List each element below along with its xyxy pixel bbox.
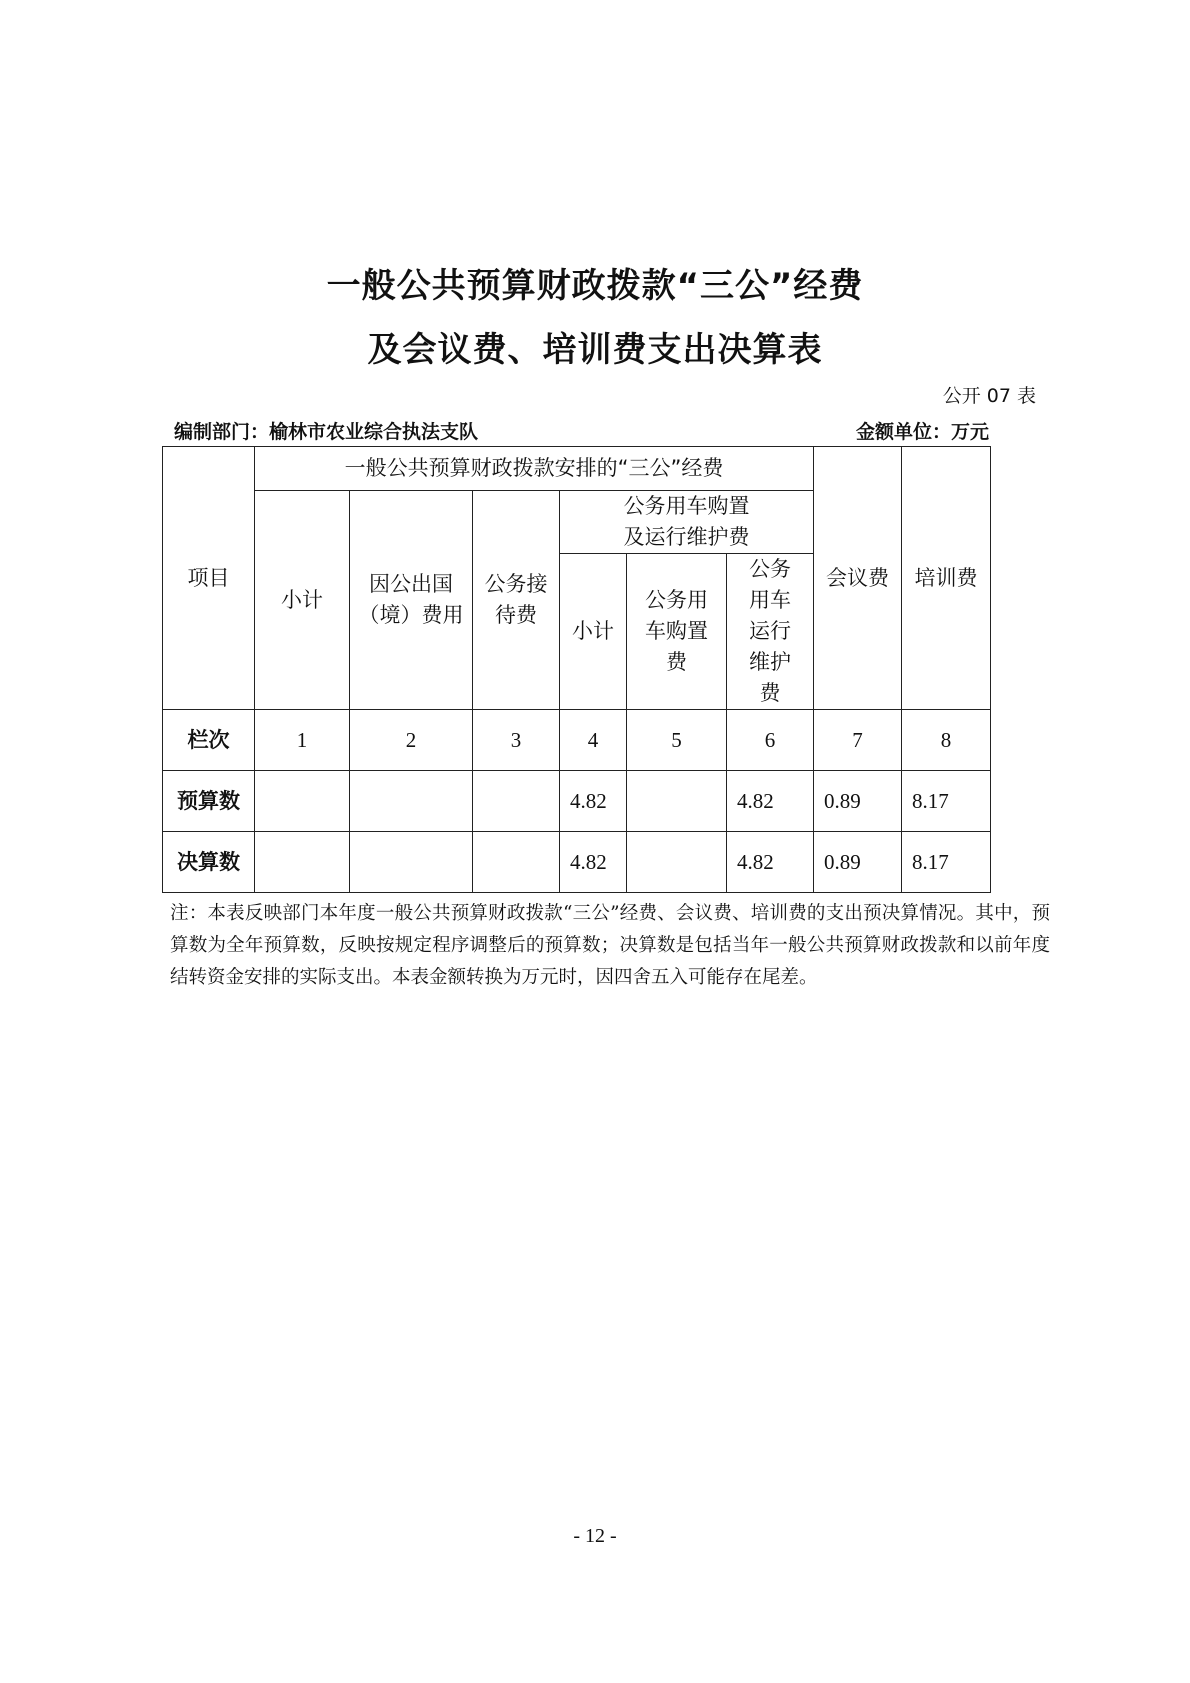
column-number: 7 xyxy=(814,710,902,771)
cell-abroad xyxy=(350,832,473,893)
header-reception: 公务接 待费 xyxy=(473,491,560,710)
column-number: 4 xyxy=(560,710,627,771)
header-vehicle-purchase: 公务用 车购置 费 xyxy=(627,554,727,710)
column-number: 3 xyxy=(473,710,560,771)
cell-abroad xyxy=(350,771,473,832)
cell-vehicle-ops: 4.82 xyxy=(727,832,814,893)
table-note: 注：本表反映部门本年度一般公共预算财政拨款“三公”经费、会议费、培训费的支出预决算情况。其中，预算数为全年预算数，反映按规定程序调整后的预算数；决算数是包括当年一般公共预算财政拨款和以前年度结转资金安排的实际支出。本表金额转换为万元时，因四舍五入可能存在尾差。 xyxy=(170,903,1050,988)
cell-subtotal xyxy=(255,771,350,832)
column-number: 2 xyxy=(350,710,473,771)
table-number: 公开 07 表 xyxy=(942,385,1036,407)
header-vehicle-group: 公务用车购置 及运行维护费 xyxy=(560,491,814,554)
column-number-row xyxy=(163,710,991,771)
cell-reception xyxy=(473,832,560,893)
header-group-title: 一般公共预算财政拨款安排的“三公”经费 xyxy=(255,447,814,491)
row-label-final: 决算数 xyxy=(163,832,255,893)
column-number: 1 xyxy=(255,710,350,771)
row-label-budget: 预算数 xyxy=(163,771,255,832)
expenditure-table xyxy=(162,446,991,893)
cell-vehicle-purchase xyxy=(627,771,727,832)
header-meeting: 会议费 xyxy=(814,447,902,710)
header-item: 项目 xyxy=(163,447,255,710)
department-label: 编制部门：榆林市农业综合执法支队 xyxy=(174,421,479,443)
header-abroad: 因公出国 （境）费用 xyxy=(350,491,473,710)
column-number: 5 xyxy=(627,710,727,771)
header-training: 培训费 xyxy=(902,447,991,710)
column-number-label: 栏次 xyxy=(163,710,255,771)
cell-vehicle-purchase xyxy=(627,832,727,893)
cell-meeting: 0.89 xyxy=(814,771,902,832)
cell-vehicle-ops: 4.82 xyxy=(727,771,814,832)
page-number: - 12 - xyxy=(573,1525,617,1547)
header-subtotal: 小计 xyxy=(255,491,350,710)
cell-vehicle-subtotal: 4.82 xyxy=(560,771,627,832)
cell-reception xyxy=(473,771,560,832)
cell-training: 8.17 xyxy=(902,771,991,832)
unit-label: 金额单位：万元 xyxy=(856,421,990,443)
cell-meeting: 0.89 xyxy=(814,832,902,893)
table-row xyxy=(163,771,991,832)
page-title: 一般公共预算财政拨款“三公”经费 xyxy=(326,266,864,306)
page-subtitle: 及会议费、培训费支出决算表 xyxy=(367,330,823,370)
column-number: 8 xyxy=(902,710,991,771)
column-number: 6 xyxy=(727,710,814,771)
cell-training: 8.17 xyxy=(902,832,991,893)
header-vehicle-subtotal: 小计 xyxy=(560,554,627,710)
header-vehicle-ops: 公务 用车 运行 维护 费 xyxy=(727,554,814,710)
table-row xyxy=(163,832,991,893)
cell-subtotal xyxy=(255,832,350,893)
cell-vehicle-subtotal: 4.82 xyxy=(560,832,627,893)
